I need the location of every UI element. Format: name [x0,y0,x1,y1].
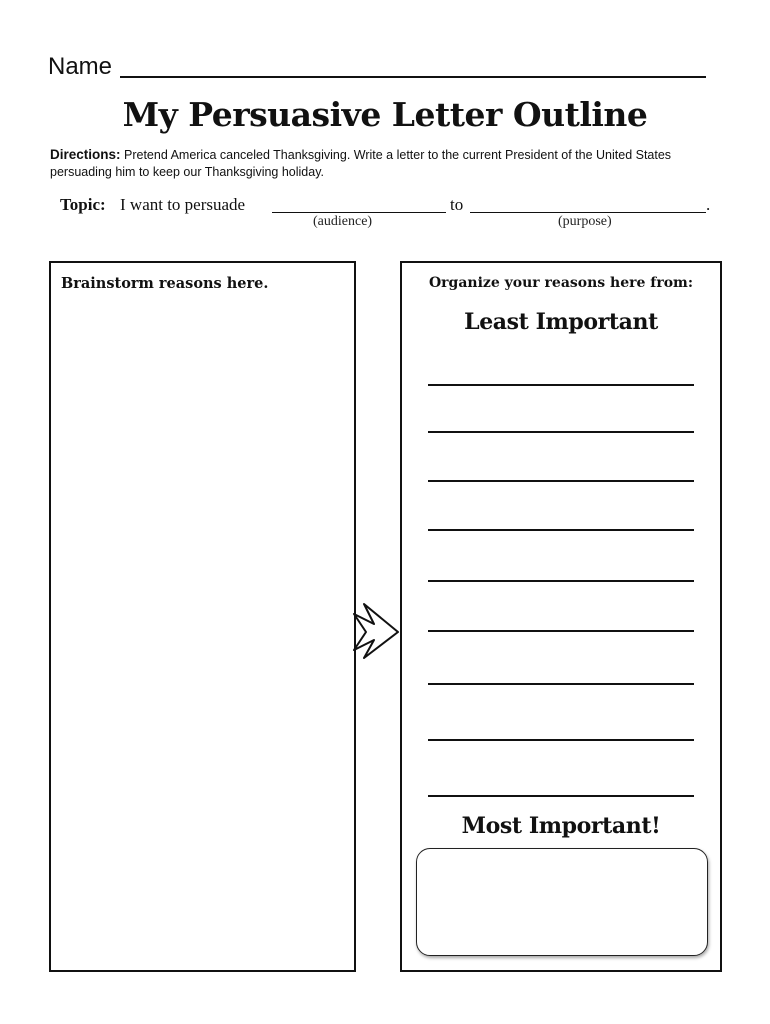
audience-hint: (audience) [313,214,373,229]
page-title: My Persuasive Letter Outline [122,95,648,134]
reason-line[interactable] [428,683,694,685]
organize-heading: Organize your reasons here from: [428,275,694,291]
reason-line[interactable] [428,580,694,582]
organize-box [400,261,722,972]
topic-connector: to [450,195,464,214]
right-arrow-icon [352,600,400,662]
reason-line[interactable] [428,384,694,386]
topic-row [60,194,720,220]
reason-line[interactable] [428,795,694,797]
topic-lead: I want to persuade [120,195,246,214]
brainstorm-box[interactable] [49,261,356,972]
reason-line[interactable] [428,739,694,741]
directions-text: Pretend America canceled Thanksgiving. Write a letter to the current President of the United States persuading him to keep our Thanksgiving holiday. [50,148,672,179]
directions [50,146,730,181]
reason-line[interactable] [428,529,694,531]
audience-field[interactable] [272,212,446,213]
reason-line[interactable] [428,431,694,433]
topic-period: . [706,195,711,214]
purpose-field[interactable] [470,212,706,213]
most-important-label: Most Important! [461,813,661,839]
topic-label: Topic: [60,195,106,214]
name-label: Name [48,53,113,80]
name-row [48,52,708,86]
brainstorm-heading: Brainstorm reasons here. [61,275,269,292]
most-important-box[interactable] [416,848,708,956]
name-field[interactable] [120,76,706,78]
directions-label: Directions: [50,147,121,162]
reason-line[interactable] [428,480,694,482]
least-important-label: Least Important [464,309,658,335]
purpose-hint: (purpose) [558,214,612,229]
reason-line[interactable] [428,630,694,632]
